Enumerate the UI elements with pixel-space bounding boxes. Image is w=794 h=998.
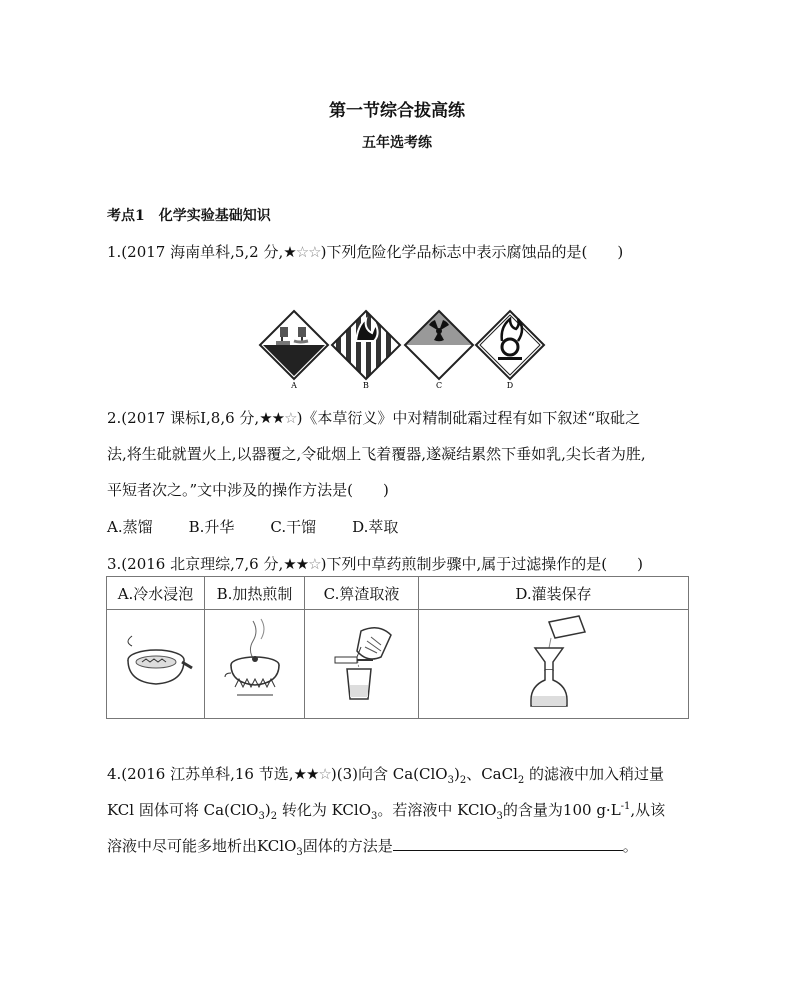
straining-illustration <box>305 610 419 719</box>
q4-line2-b: 转化为 KClO <box>281 801 372 819</box>
soaking-illustration <box>107 610 205 719</box>
q4-sub-3d: 3 <box>496 811 503 822</box>
q4-sub-2b: 2 <box>517 775 525 786</box>
q4-sup-neg1: -1 <box>620 801 631 812</box>
bottling-illustration <box>419 610 689 719</box>
q4-line3-a: 溶液中尽可能多地析出KClO <box>107 837 297 855</box>
hazard-signs <box>257 308 547 390</box>
q3-prefix: 3.(2016 北京理综,7,6 分, <box>107 555 284 573</box>
q4-prefix: 4.(2016 江苏单科,16 节选, <box>107 765 294 783</box>
q4-sub-3a: 3 <box>447 775 454 786</box>
q4-sub-2a: 2 <box>459 775 467 786</box>
q4-line3-b: 固体的方法是 <box>302 837 393 855</box>
boiling-illustration <box>205 610 305 719</box>
question-2-line-1 <box>107 407 640 428</box>
q4-sub-3c: 3 <box>371 811 378 822</box>
col-header-a: A.冷水浸泡 <box>107 577 205 610</box>
question-4-line-1: 4.(2016 江苏单科,16 节选,★★☆)(3)向含 $Ca(ClO_3)_2$、CaCl$_2$ 的滤液中加入稍过量 <box>107 765 665 786</box>
bottling-icon <box>509 612 599 712</box>
question-4-line-2: KCl 固体可将 $Ca(ClO_3)_2$ 转化为 KClO$_3$。若溶液中 KClO$_3$的含量为100 $g\cdot L^{-1}$,从该 <box>107 801 666 822</box>
col-header-d: D.灌装保存 <box>419 577 689 610</box>
q4-line2-e: ,从该 <box>630 801 666 819</box>
col-header-b: B.加热煎制 <box>205 577 305 610</box>
q4-sub-3e: 3 <box>296 847 303 858</box>
answer-blank[interactable] <box>393 836 623 851</box>
q1-stars-empty: ☆☆ <box>295 243 321 261</box>
question-1 <box>107 241 623 262</box>
question-4-line-3 <box>107 835 638 858</box>
q2-stars-filled: ★★ <box>259 409 285 427</box>
q4-line2-c: 。若溶液中 KClO <box>377 801 497 819</box>
oxidizer-sign-icon <box>476 311 544 379</box>
q4-line2-d: 的含量为100 g·L <box>502 801 621 819</box>
herbal-steps-table <box>106 576 689 719</box>
boiling-pot-icon <box>215 617 295 707</box>
corrosive-sign-icon <box>260 311 328 379</box>
col-header-c: C.箅渣取液 <box>305 577 419 610</box>
question-2-options <box>107 516 434 537</box>
flammable-solid-sign-icon <box>332 311 400 379</box>
sign-label-b: B <box>363 381 369 390</box>
sign-label-d: D <box>506 381 514 390</box>
q1-suffix: )下列危险化学品标志中表示腐蚀品的是( ) <box>320 243 624 261</box>
q4-line3-end: 。 <box>622 837 638 855</box>
page-subtitle: 五年选考练 <box>362 135 432 151</box>
question-2-line-2: 法,将生砒就置火上,以器覆之,令砒烟上飞着覆器,遂凝结累然下垂如乳,尖长者为胜, <box>107 445 646 463</box>
q4-line2-a: KCl 固体可将 Ca(ClO <box>107 801 259 819</box>
section-heading: 考点1 化学实验基础知识 <box>107 208 271 224</box>
q4-line1-mid2: 、CaCl <box>466 765 518 783</box>
option-d: D.萃取 <box>352 518 399 536</box>
sign-label-c: C <box>435 381 443 390</box>
option-b: B.升华 <box>188 518 235 536</box>
question-2-line-3: 平短者次之。”文中涉及的操作方法是( ) <box>107 481 389 499</box>
q4-sub-2c: 2 <box>270 811 278 822</box>
q2-stars-empty: ☆ <box>284 409 297 427</box>
q1-stars-filled: ★ <box>283 243 296 261</box>
question-3 <box>107 553 643 574</box>
q4-sub-3b: 3 <box>258 811 265 822</box>
soaking-pot-icon <box>116 622 196 702</box>
q2-suffix: )《本草衍义》中对精制砒霜过程有如下叙述“取砒之 <box>296 409 641 427</box>
option-a: A.蒸馏 <box>107 518 153 536</box>
straining-icon <box>317 617 407 707</box>
q4-stars-filled: ★★ <box>293 765 319 783</box>
q3-suffix: )下列中草药煎制步骤中,属于过滤操作的是( ) <box>320 555 643 573</box>
q3-stars-filled: ★★ <box>283 555 309 573</box>
q4-line1-end: 的滤液中加入稍过量 <box>529 765 665 783</box>
page-title: 第一节综合拔高练 <box>329 101 465 121</box>
radioactive-sign-icon <box>405 311 473 379</box>
q3-stars-empty: ☆ <box>308 555 321 573</box>
q4-line1-mid: )(3)向含 Ca(ClO <box>330 765 448 783</box>
q4-stars-empty: ☆ <box>318 765 331 783</box>
sign-label-a: A <box>291 381 297 390</box>
q2-prefix: 2.(2017 课标Ⅰ,8,6 分, <box>107 409 260 427</box>
option-c: C.干馏 <box>270 518 317 536</box>
q1-prefix: 1.(2017 海南单科,5,2 分, <box>107 243 284 261</box>
